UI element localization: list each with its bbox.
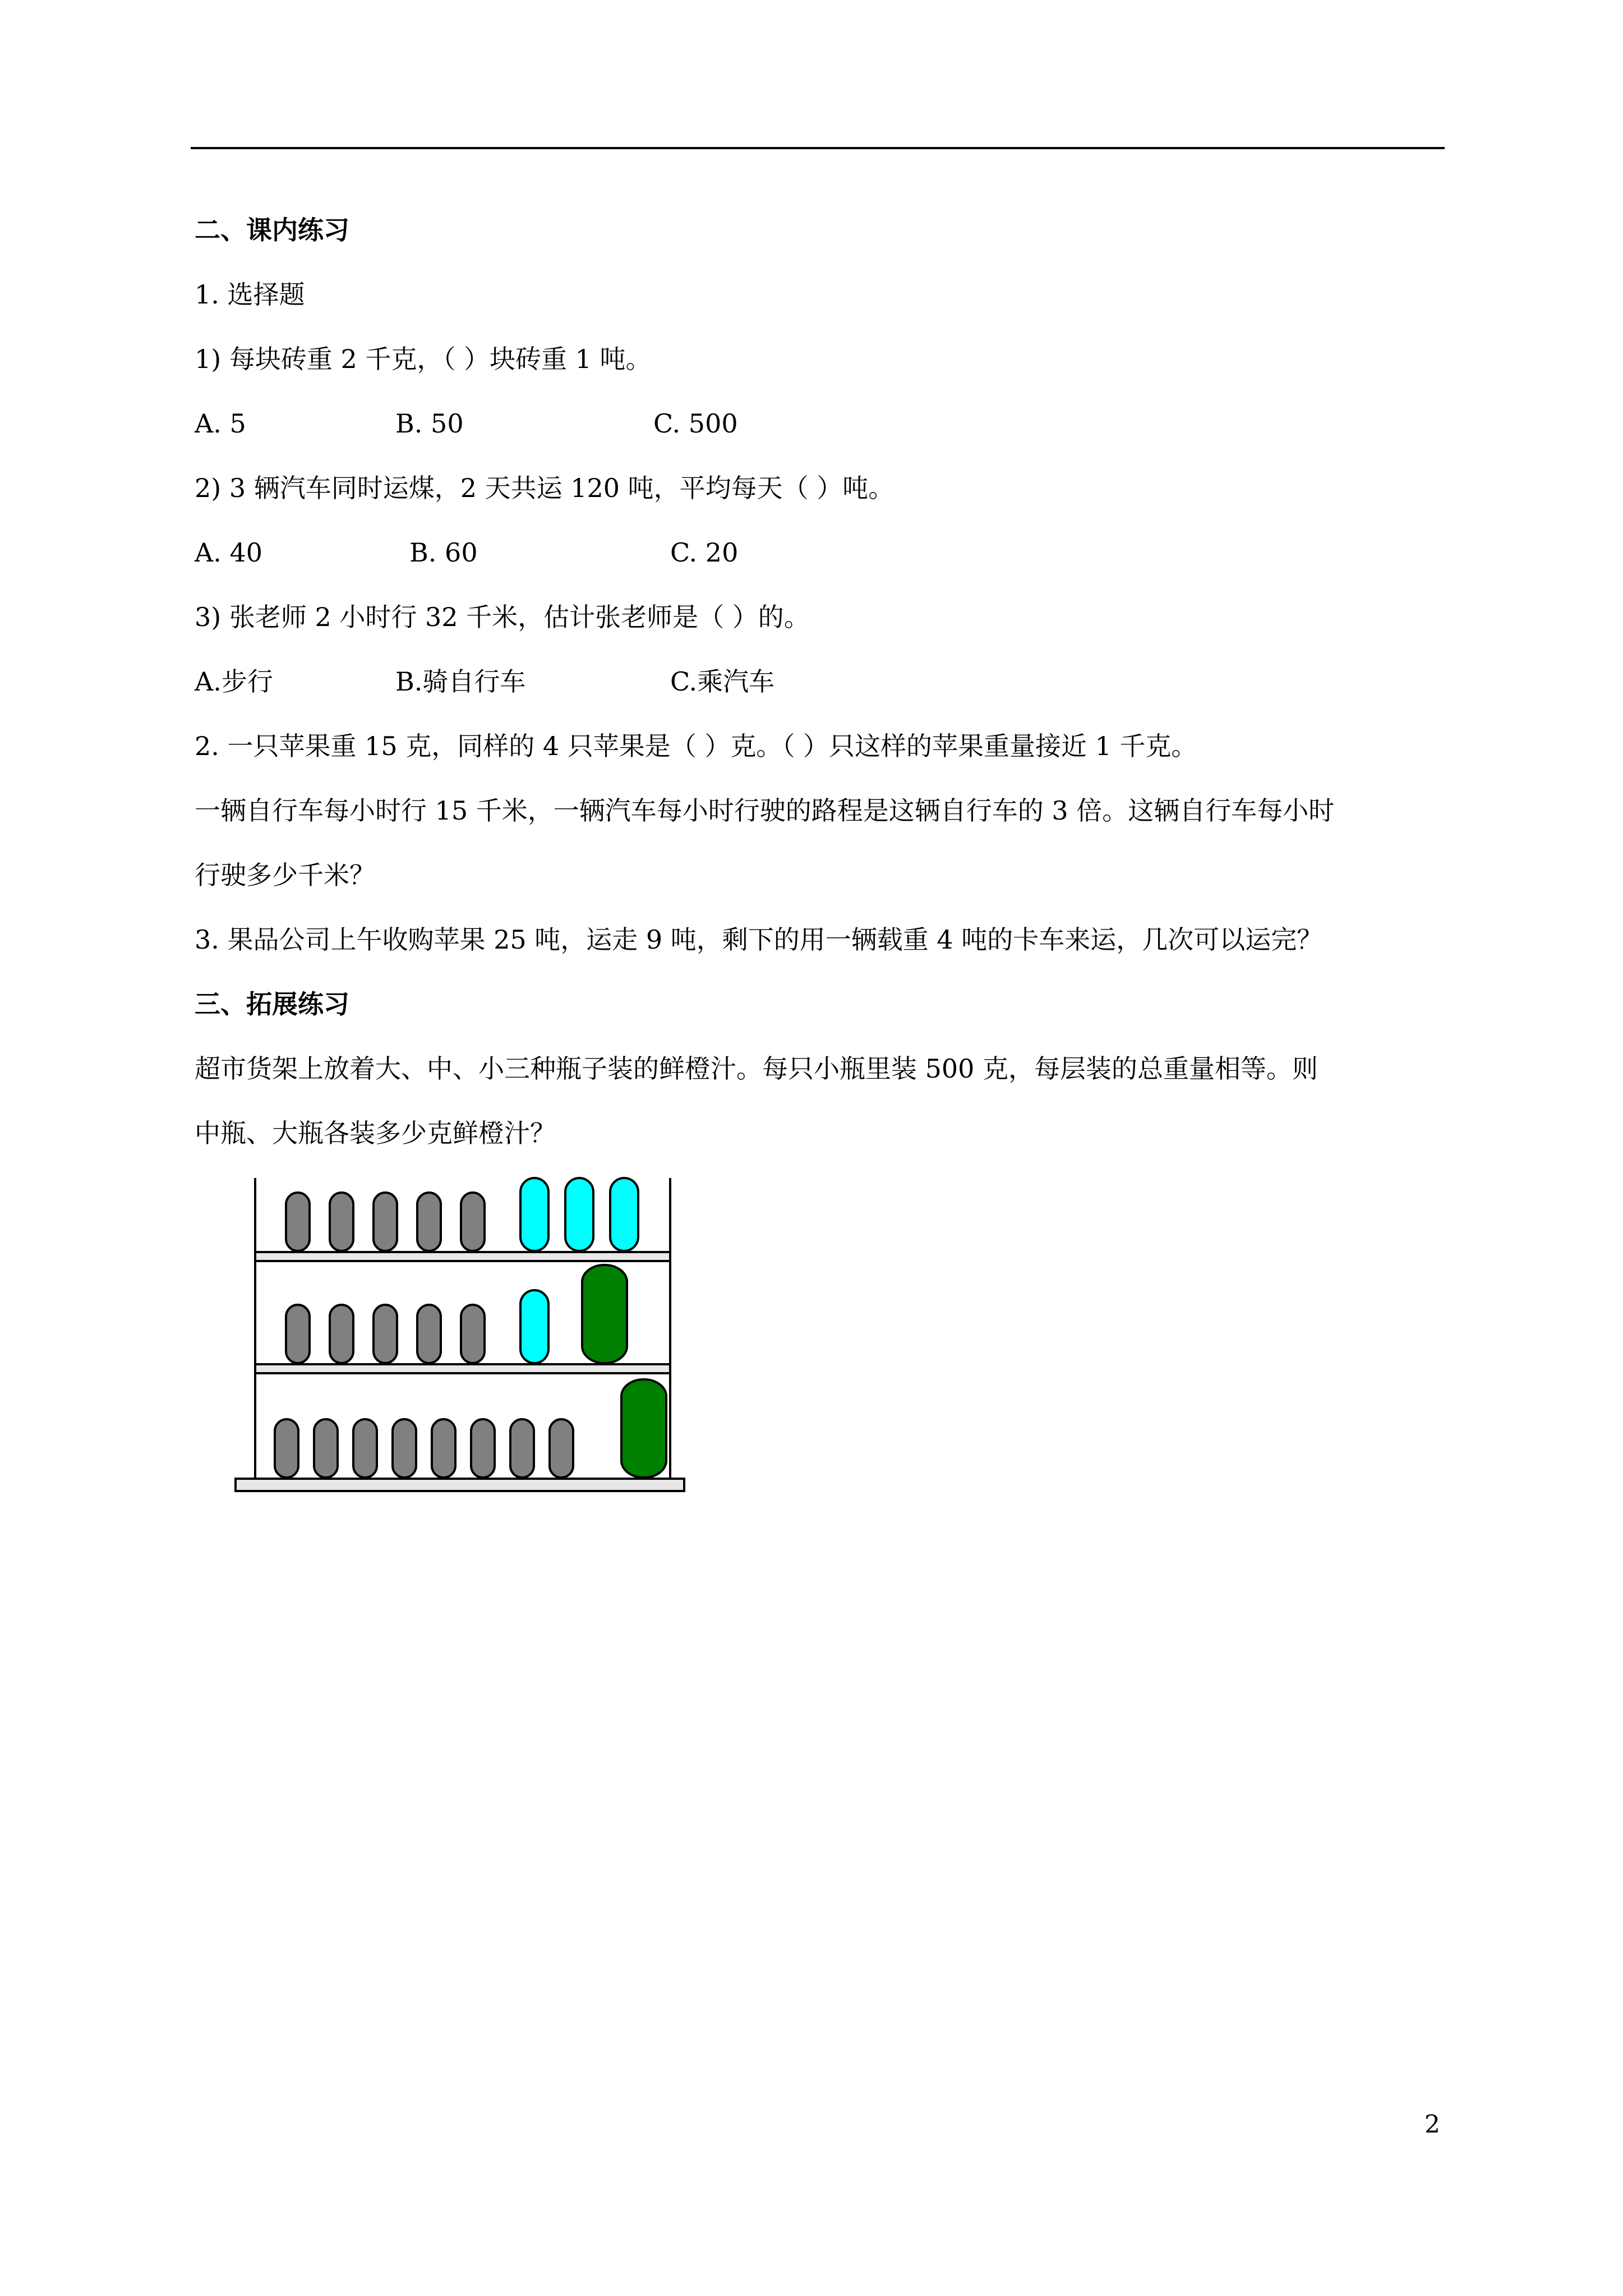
medium-bottle-shelf-1-2 — [565, 1178, 593, 1251]
small-bottle-shelf-1-3 — [374, 1193, 397, 1251]
small-bottle-shelf-1-2 — [330, 1193, 353, 1251]
large-bottle-shelf-2-1 — [582, 1265, 627, 1363]
small-bottle-shelf-1-1 — [286, 1193, 310, 1251]
small-bottle-shelf-2-2 — [330, 1305, 353, 1363]
q1-1-option-c: C. 500 — [653, 408, 738, 439]
q2-extra-line-1: 一辆自行车每小时行 15 千米，一辆汽车每小时行驶的路程是这辆自行车的 3 倍。这辆自行车每小时 — [195, 795, 1335, 826]
small-bottle-shelf-1-5 — [461, 1193, 485, 1251]
shelf-board-1 — [255, 1252, 670, 1261]
q1-3-option-b: B.骑自行车 — [395, 666, 526, 697]
medium-bottle-shelf-1-3 — [610, 1178, 638, 1251]
page-number: 2 — [1424, 2110, 1440, 2139]
q2-extra-line-2: 行驶多少千米？ — [195, 860, 375, 890]
q1-label: 1. 选择题 — [195, 279, 305, 310]
section-3-line-1: 超市货架上放着大、中、小三种瓶子装的鲜橙汁。每只小瓶里装 500 克，每层装的总重量相等。则 — [195, 1053, 1318, 1084]
shelf-board-2 — [255, 1364, 670, 1373]
small-bottle-shelf-3-5 — [432, 1419, 455, 1478]
small-bottle-shelf-1-4 — [417, 1193, 441, 1251]
section-3-line-2: 中瓶、大瓶各装多少克鲜橙汁？ — [195, 1118, 556, 1148]
q1-1-option-b: B. 50 — [395, 408, 464, 439]
shelf-base — [236, 1479, 684, 1491]
small-bottle-shelf-2-4 — [417, 1305, 441, 1363]
small-bottle-shelf-3-8 — [550, 1419, 573, 1478]
small-bottle-shelf-2-5 — [461, 1305, 485, 1363]
medium-bottle-shelf-1-1 — [520, 1178, 548, 1251]
shelf-figure — [230, 1172, 690, 1509]
q2-text: 2. 一只苹果重 15 克，同样的 4 只苹果是（ ）克。（ ）只这样的苹果重量接近 1 千克。 — [195, 731, 1197, 761]
q1-1-option-a: A. 5 — [195, 408, 246, 439]
q1-3-stem: 3) 张老师 2 小时行 32 千米，估计张老师是（ ）的。 — [195, 602, 810, 632]
small-bottle-shelf-3-2 — [314, 1419, 338, 1478]
small-bottle-shelf-3-4 — [393, 1419, 416, 1478]
small-bottle-shelf-3-1 — [275, 1419, 298, 1478]
small-bottle-shelf-3-7 — [510, 1419, 534, 1478]
header-rule — [191, 147, 1445, 149]
small-bottle-shelf-3-3 — [353, 1419, 377, 1478]
q1-2-option-c: C. 20 — [670, 537, 739, 568]
q3-text: 3. 果品公司上午收购苹果 25 吨，运走 9 吨，剩下的用一辆载重 4 吨的卡车来运，几次可以运完？ — [195, 924, 1323, 955]
medium-bottle-shelf-2-1 — [520, 1290, 548, 1363]
section-2-title: 二、课内练习 — [195, 215, 349, 245]
q1-3-option-c: C.乘汽车 — [670, 666, 775, 697]
q1-1-stem: 1) 每块砖重 2 千克，（ ）块砖重 1 吨。 — [195, 344, 652, 374]
q1-2-option-a: A. 40 — [195, 537, 262, 568]
q1-2-stem: 2) 3 辆汽车同时运煤，2 天共运 120 吨，平均每天（ ）吨。 — [195, 473, 895, 503]
q1-2-option-b: B. 60 — [409, 537, 478, 568]
large-bottle-shelf-3-1 — [621, 1379, 666, 1478]
q1-3-option-a: A.步行 — [195, 666, 273, 697]
section-3-title: 三、拓展练习 — [195, 989, 349, 1019]
small-bottle-shelf-2-3 — [374, 1305, 397, 1363]
small-bottle-shelf-3-6 — [471, 1419, 495, 1478]
bottles — [275, 1178, 666, 1478]
small-bottle-shelf-2-1 — [286, 1305, 310, 1363]
